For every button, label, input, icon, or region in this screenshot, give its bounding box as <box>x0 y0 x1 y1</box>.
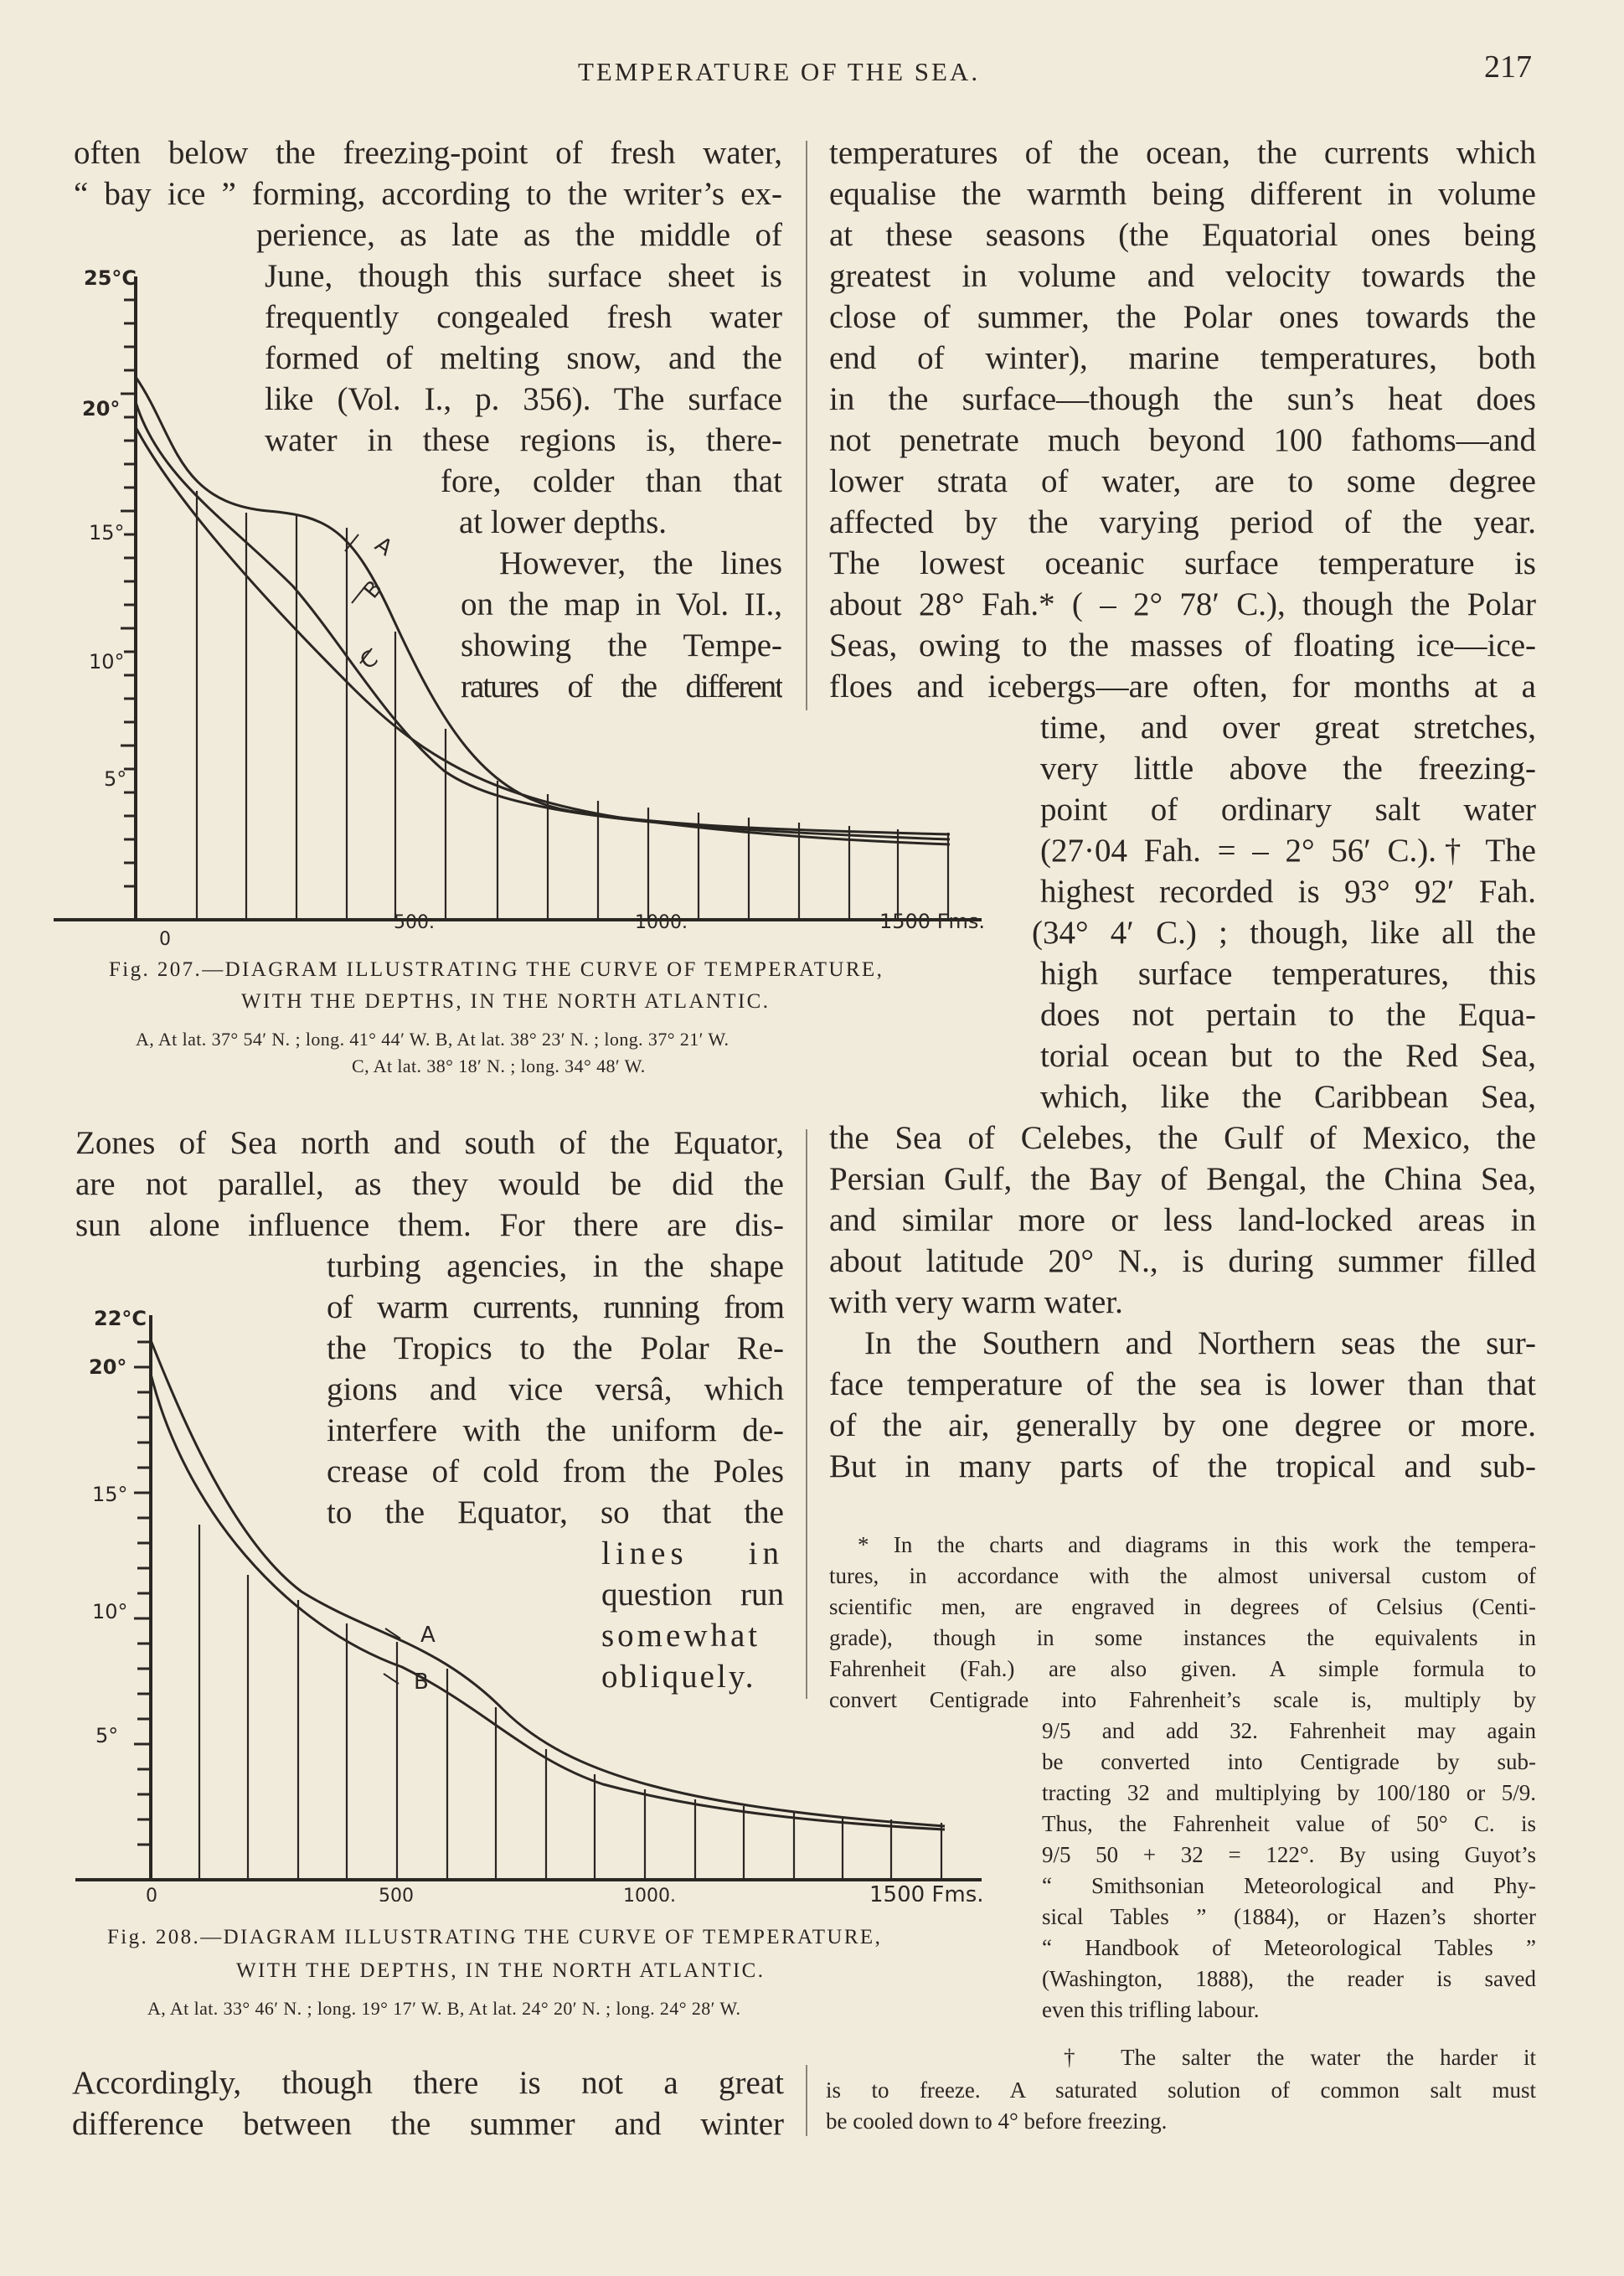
text-line: The lowest oceanic surface temperature is <box>829 545 1536 581</box>
text-line: Zones of Sea north and south of the Equator, <box>75 1125 784 1161</box>
text-line: June, though this surface sheet is <box>265 258 782 294</box>
footnote-line: (Washington, 1888), the reader is saved <box>1042 1966 1536 1991</box>
text-line: high surface temperatures, this <box>1040 956 1536 992</box>
footnote-line: sical Tables ” (1884), or Hazen’s shorter <box>1042 1904 1536 1929</box>
text-line: In the Southern and Northern seas the sur- <box>864 1325 1536 1361</box>
footnote-line: 9/5 50 + 32 = 122°. By using Guyot’s <box>1042 1842 1536 1867</box>
text-line: often below the freezing-point of fresh water, <box>74 135 782 171</box>
fig208-caption-locations: A, At lat. 33° 46′ N. ; long. 19° 17′ W. B, At lat. 24° 20′ N. ; long. 24° 28′ W. <box>147 1998 741 2019</box>
fig207-caption-line2: WITH THE DEPTHS, IN THE NORTH ATLANTIC. <box>241 990 771 1013</box>
text-line: very little above the freezing- <box>1040 751 1536 787</box>
fig207-curve-a <box>136 377 950 834</box>
footnote-line: † The salter the water the harder it <box>1064 2045 1536 2070</box>
text-line: lines in <box>601 1535 784 1572</box>
fig207-y-tick-label: 5° <box>104 767 127 791</box>
text-line: gions and vice versâ, which <box>327 1371 784 1407</box>
footnote-line: be converted into Centigrade by sub- <box>1042 1749 1536 1774</box>
text-line: are not parallel, as they would be did the <box>75 1166 784 1202</box>
running-header <box>0 47 1624 97</box>
footnote-line: scientific men, are engraved in degrees of Celsius (Centi- <box>829 1594 1536 1619</box>
text-line: frequently congealed fresh water <box>265 299 782 335</box>
text-line: interfere with the uniform de- <box>327 1412 784 1448</box>
text-line: obliquely. <box>601 1659 756 1695</box>
fig208-curve-b <box>151 1374 945 1830</box>
text-line: lower strata of water, are to some degree <box>829 463 1536 499</box>
text-line: like (Vol. I., p. 356). The surface <box>265 381 782 417</box>
fig207-depth-verticals <box>197 491 948 920</box>
text-line: about 28° Fah.* ( – 2° 78′ C.), though the Polar <box>829 586 1536 622</box>
fig208-x-tick-label: 500 <box>379 1886 414 1902</box>
text-line: not penetrate much beyond 100 fathoms—and <box>829 422 1536 458</box>
text-line: perience, as late as the middle of <box>256 217 782 253</box>
fig208-y-minor-ticks <box>134 1342 151 1845</box>
fig207-y-tick-label: 15° <box>89 521 125 544</box>
figure-207-diagram <box>50 251 1005 947</box>
text-line: Seas, owing to the masses of floating ice—ice- <box>829 627 1536 663</box>
footnote-line: be cooled down to 4° before freezing. <box>826 2108 1168 2134</box>
fig207-x-tick-label: 0 <box>159 929 171 947</box>
fig208-y-tick-label: 22°C <box>94 1307 147 1330</box>
text-line: torial ocean but to the Red Sea, <box>1040 1038 1536 1074</box>
fig208-x-tick-label: 1500 Fms. <box>869 1882 984 1902</box>
fig207-caption: Fig. 207.—DIAGRAM ILLUSTRATING THE CURVE OF TEMPERATURE, <box>109 958 884 981</box>
fig207-caption-locations: A, At lat. 37° 54′ N. ; long. 41° 44′ W. B, At lat. 38° 23′ N. ; long. 37° 21′ W. <box>136 1029 730 1050</box>
footnote-line: “ Smithsonian Meteorological and Phy- <box>1042 1873 1536 1898</box>
text-line: “ bay ice ” forming, according to the writer’s ex- <box>74 176 782 212</box>
footnote-line: tracting 32 and multiplying by 100/180 or 5/9. <box>1042 1780 1536 1805</box>
text-line: point of ordinary salt water <box>1040 792 1536 828</box>
text-line: the Tropics to the Polar Re- <box>327 1330 784 1366</box>
fig208-label-b: B <box>414 1670 429 1695</box>
fig207-x-tick-label: 500. <box>394 912 435 933</box>
text-line: highest recorded is 93° 92′ Fah. <box>1040 874 1536 910</box>
footnote-line: * In the charts and diagrams in this work the tempera- <box>858 1532 1536 1557</box>
text-line: equalise the warmth being different in volume <box>829 176 1536 212</box>
text-line: water in these regions is, there- <box>265 422 782 458</box>
text-line: Accordingly, though there is not a great <box>72 2065 784 2101</box>
text-line: end of winter), marine temperatures, both <box>829 340 1536 376</box>
text-line: fore, colder than that <box>441 463 782 499</box>
fig208-x-tick-label: 1000. <box>623 1886 676 1902</box>
text-line: difference between the summer and winter <box>72 2106 784 2142</box>
text-line: to the Equator, so that the <box>327 1494 784 1530</box>
text-line: (27·04 Fah. = – 2° 56′ C.).† The <box>1040 833 1536 869</box>
footnote-line: grade), though in some instances the equivalents in <box>829 1625 1536 1650</box>
fig208-label-a: A <box>420 1623 436 1648</box>
text-line: Persian Gulf, the Bay of Bengal, the China Sea, <box>829 1161 1536 1197</box>
text-line: showing the Tempe- <box>461 627 782 663</box>
fig207-y-tick-label: 20° <box>82 397 121 421</box>
text-line: face temperature of the sea is lower than that <box>829 1366 1536 1402</box>
text-line: But in many parts of the tropical and sub- <box>829 1448 1536 1484</box>
fig207-caption-locations-2: C, At lat. 38° 18′ N. ; long. 34° 48′ W. <box>352 1055 646 1076</box>
text-line: does not pertain to the Equa- <box>1040 997 1536 1033</box>
fig208-x-tick-label: 0 <box>146 1886 157 1902</box>
text-line: about latitude 20° N., is during summer filled <box>829 1243 1536 1279</box>
fig208-y-tick-label: 15° <box>92 1483 128 1506</box>
fig207-curve-b <box>136 402 950 839</box>
fig207-curve-c <box>136 427 950 844</box>
text-line: floes and icebergs—are often, for months at a <box>829 668 1536 704</box>
fig208-y-tick-label: 5° <box>95 1724 119 1747</box>
text-line: close of summer, the Polar ones towards the <box>829 299 1536 335</box>
fig207-label-b: B <box>358 575 388 604</box>
text-line: affected by the varying period of the year. <box>829 504 1536 540</box>
text-line: the Sea of Celebes, the Gulf of Mexico, the <box>829 1120 1536 1156</box>
fig207-x-tick-label: 1500 Fms. <box>879 910 986 933</box>
fig207-y-minor-ticks <box>121 300 136 886</box>
text-line: greatest in volume and velocity towards the <box>829 258 1536 294</box>
text-line: However, the lines <box>499 545 782 581</box>
footnote-line: 9/5 and add 32. Fahrenheit may again <box>1042 1718 1536 1743</box>
text-line: temperatures of the ocean, the currents which <box>829 135 1536 171</box>
text-line: crease of cold from the Poles <box>327 1453 784 1489</box>
footnote-line: convert Centigrade into Fahrenheit’s scale is, multiply by <box>829 1687 1536 1712</box>
text-line: somewhat <box>601 1618 761 1654</box>
fig208-caption-line2: WITH THE DEPTHS, IN THE NORTH ATLANTIC. <box>236 1959 766 1982</box>
text-line: which, like the Caribbean Sea, <box>1040 1079 1536 1115</box>
running-title: TEMPERATURE OF THE SEA. <box>578 57 981 86</box>
text-line: on the map in Vol. II., <box>461 586 782 622</box>
text-line: (34° 4′ C.) ; though, like all the <box>1032 915 1536 951</box>
fig207-y-tick-label: 10° <box>89 650 125 674</box>
fig207-y-tick-label: 25°C <box>84 266 137 290</box>
text-line: with very warm water. <box>829 1284 1123 1320</box>
footnote-line: Fahrenheit (Fah.) are also given. A simple formula to <box>829 1656 1536 1681</box>
text-line: of warm currents, running from <box>327 1289 784 1325</box>
fig207-x-tick-label: 1000. <box>635 912 688 933</box>
fig208-caption: Fig. 208.—DIAGRAM ILLUSTRATING THE CURVE OF TEMPERATURE, <box>107 1926 883 1948</box>
text-line: turbing agencies, in the shape <box>327 1248 784 1284</box>
text-line: at lower depths. <box>459 504 668 540</box>
text-line: of the air, generally by one degree or more. <box>829 1407 1536 1443</box>
text-line: in the surface—though the sun’s heat does <box>829 381 1536 417</box>
text-line: sun alone influence them. For there are dis- <box>75 1207 784 1243</box>
fig207-label-c: C <box>355 645 383 675</box>
text-line: ratures of the different <box>461 668 782 704</box>
column-rule-bottom <box>806 2065 807 2136</box>
footnote-line: tures, in accordance with the almost universal custom of <box>829 1563 1536 1588</box>
text-line: formed of melting snow, and the <box>265 340 782 376</box>
text-line: question run <box>601 1577 784 1613</box>
text-line: and similar more or less land-locked areas in <box>829 1202 1536 1238</box>
fig207-label-a: A <box>369 532 397 561</box>
footnote-line: “ Handbook of Meteorological Tables ” <box>1042 1935 1536 1960</box>
footnote-line: is to freeze. A saturated solution of common salt must <box>826 2077 1536 2103</box>
fig208-y-tick-label: 10° <box>92 1600 128 1623</box>
text-line: time, and over great stretches, <box>1040 710 1536 746</box>
page-number: 217 <box>1484 49 1532 85</box>
fig208-y-tick-label: 20° <box>89 1355 127 1379</box>
text-line: at these seasons (the Equatorial ones being <box>829 217 1536 253</box>
footnote-line: even this trifling labour. <box>1042 1997 1260 2022</box>
footnote-line: Thus, the Fahrenheit value of 50° C. is <box>1042 1811 1536 1836</box>
